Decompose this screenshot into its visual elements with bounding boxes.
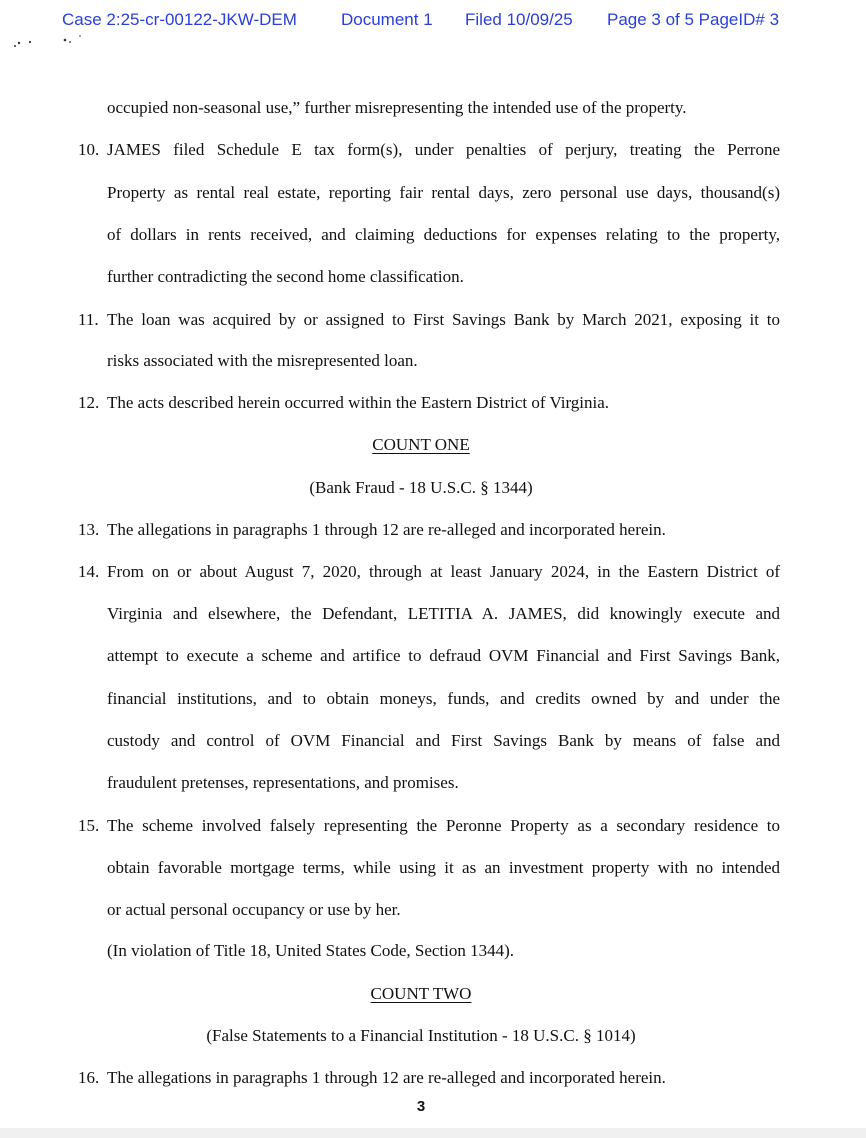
para14-line-5: custody and control of OVM Financial and First Savings Bank by means of false and	[107, 731, 780, 750]
para9-tail: occupied non-seasonal use,” further misrepresenting the intended use of the property.	[107, 98, 687, 117]
para15-line-3: or actual personal occupancy or use by her.	[107, 900, 401, 919]
para12-line-1: The acts described herein occurred within the Eastern District of Virginia.	[107, 393, 610, 412]
para11-line-1: The loan was acquired by or assigned to First Savings Bank by March 2021, exposing it to	[107, 310, 780, 329]
scan-specks	[10, 34, 90, 54]
para14-line-1: From on or about August 7, 2020, through at least January 2024, in the Eastern District of	[107, 562, 780, 581]
count-two-subtitle: (False Statements to a Financial Institution - 18 U.S.C. § 1014)	[206, 1026, 636, 1045]
para13-number: 13.	[78, 520, 100, 539]
count-two-title: COUNT TWO	[370, 984, 472, 1003]
para11-line-2: risks associated with the misrepresented loan.	[107, 351, 418, 370]
filed-date: Filed 10/09/25	[465, 10, 573, 29]
para14-line-6: fraudulent pretenses, representations, and promises.	[107, 773, 459, 792]
para14-line-3: attempt to execute a scheme and artifice to defraud OVM Financial and First Savings Bank,	[107, 646, 780, 665]
para16-number: 16.	[78, 1068, 100, 1087]
para13-line-1: The allegations in paragraphs 1 through 12 are re-alleged and incorporated herein.	[107, 520, 666, 539]
para15-line-2: obtain favorable mortgage terms, while using it as an investment property with no intended	[107, 858, 780, 877]
para10-line-4: further contradicting the second home classification.	[107, 267, 464, 286]
para15-line-1: The scheme involved falsely representing the Peronne Property as a secondary residence to	[107, 816, 780, 835]
para11-number: 11.	[78, 310, 99, 329]
para14-line-2: Virginia and elsewhere, the Defendant, LETITIA A. JAMES, did knowingly execute and	[107, 604, 780, 623]
violation-note: (In violation of Title 18, United States Code, Section 1344).	[107, 941, 515, 960]
count-one-title: COUNT ONE	[372, 435, 470, 454]
count-one-subtitle: (Bank Fraud - 18 U.S.C. § 1344)	[309, 478, 533, 497]
para10-line-2: Property as rental real estate, reporting fair rental days, zero personal use days, thousand(s)	[107, 183, 780, 202]
page-number: 3	[416, 1098, 426, 1115]
ecf-header	[0, 10, 866, 34]
para10-line-1: JAMES filed Schedule E tax form(s), under penalties of perjury, treating the Perrone	[107, 140, 780, 159]
page-info: Page 3 of 5 PageID# 3	[607, 10, 780, 29]
para15-number: 15.	[78, 816, 100, 835]
para16-line-1: The allegations in paragraphs 1 through 12 are re-alleged and incorporated herein.	[107, 1068, 666, 1087]
document-number: Document 1	[341, 10, 433, 29]
para14-line-4: financial institutions, and to obtain moneys, funds, and credits owned by and under the	[107, 689, 780, 708]
page-bottom-edge	[0, 1128, 866, 1138]
para12-number: 12.	[78, 393, 100, 412]
para14-number: 14.	[78, 562, 100, 581]
case-number: Case 2:25-cr-00122-JKW-DEM	[62, 10, 297, 29]
para10-number: 10.	[78, 140, 100, 159]
para10-line-3: of dollars in rents received, and claiming deductions for expenses relating to the property,	[107, 225, 780, 244]
